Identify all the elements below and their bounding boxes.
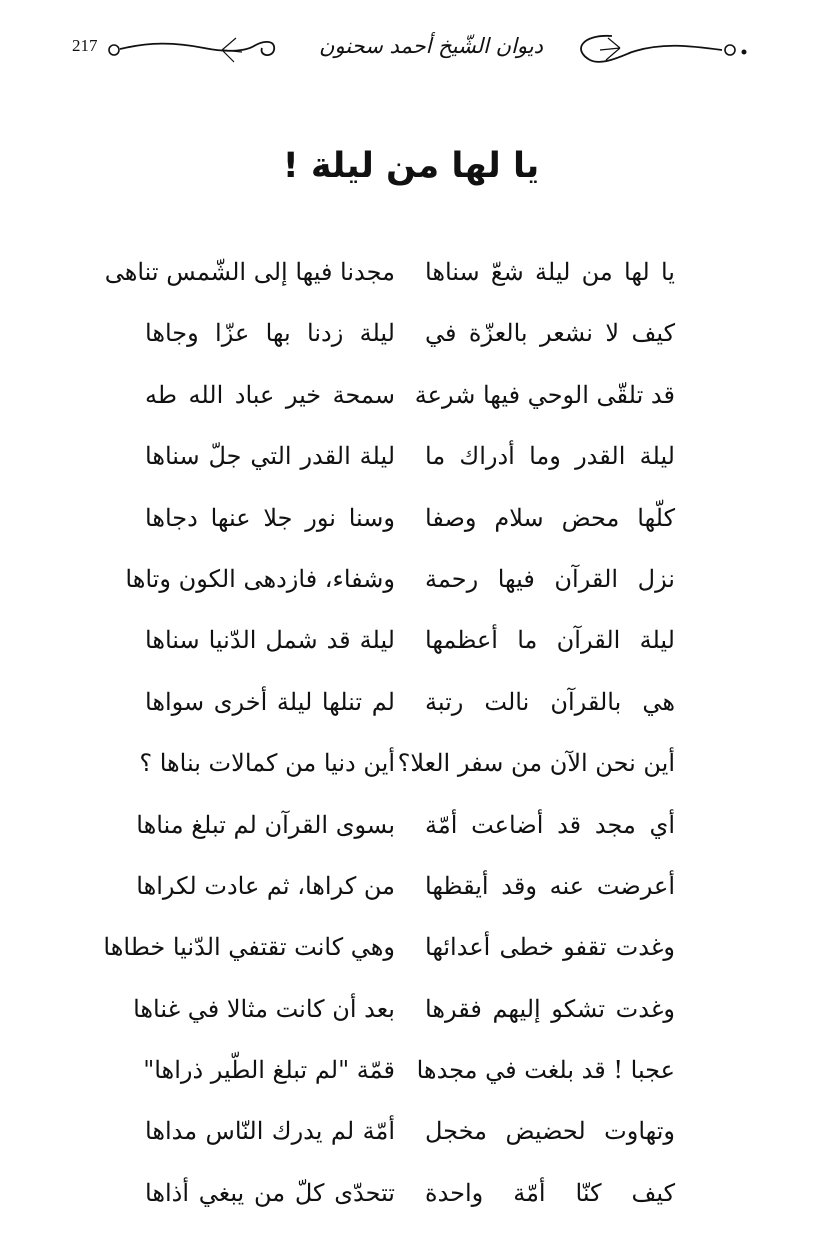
verse-second-hemistich: من كراها، ثم عادت لكراها [136,871,395,900]
verse-first-hemistich: وغدت تقفو خطى أعدائها [425,933,675,962]
verse-second-hemistich: مجدنا فيها إلى الشّمس تناهى [104,258,395,286]
verse-first-hemistich: أي مجد قد أضاعت أمّة [425,810,675,839]
verse-second-hemistich: وسنا نور جلا عنها دجاها [145,503,395,532]
page-number: 217 [72,36,98,55]
verse-second-hemistich: بعد أن كانت مثالا في غناها [133,994,395,1023]
verse-second-hemistich: وشفاء، فازدهى الكون وتاها [125,564,395,593]
verse-second-hemistich: لم تنلها ليلة أخرى سواها [145,687,395,716]
verse-15 [0,1117,822,1178]
poem-body [0,258,822,1240]
verse-first-hemistich: قد تلقّى الوحي فيها شرعة [414,380,675,409]
verse-first-hemistich: كلّها محض سلام وصفا [425,503,675,532]
verse-4 [0,442,822,503]
verse-second-hemistich: ليلة قد شمل الدّنيا سناها [145,626,395,655]
verse-second-hemistich: ليلة زدنا بها عزّا وجاها [145,319,395,348]
verse-first-hemistich: وتهاوت لحضيض مخجل [425,1117,675,1146]
verse-first-hemistich: عجبا ! قد بلغت في مجدها [416,1056,675,1085]
verse-first-hemistich: كيف كنّا أمّة واحدة [425,1178,675,1207]
verse-second-hemistich: أمّة لم يدرك النّاس مداها [145,1117,395,1146]
poem-title: يا لها من ليلة ! [282,146,540,186]
verse-13 [0,995,822,1056]
verse-first-hemistich: أين نحن الآن من سفر العلا؟ [397,749,675,778]
verse-12 [0,933,822,994]
verse-3 [0,381,822,442]
verse-14 [0,1056,822,1117]
verse-2 [0,319,822,380]
verse-16 [0,1179,822,1240]
verse-first-hemistich: ليلة القرآن ما أعظمها [425,626,675,655]
page-header [0,22,822,72]
verse-5 [0,504,822,565]
verse-first-hemistich: ليلة القدر وما أدراك ما [425,442,675,471]
verse-second-hemistich: أين دنيا من كمالات بناها ؟ [139,749,395,778]
verse-second-hemistich: ليلة القدر التي جلّ سناها [145,442,395,471]
verse-first-hemistich: وغدت تشكو إليهم فقرها [425,994,675,1023]
verse-first-hemistich: نزل القرآن فيها رحمة [425,564,675,593]
verse-second-hemistich: وهي كانت تقتفي الدّنيا خطاها [103,933,395,962]
running-head-title: ديوان الشّيخ أحمد سحنون [319,34,543,58]
verse-second-hemistich: قمّة "لم تبلغ الطّير ذراها" [143,1056,395,1085]
verse-first-hemistich: أعرضت عنه وقد أيقظها [425,871,675,900]
verse-6 [0,565,822,626]
verse-second-hemistich: سمحة خير عباد الله طه [145,380,395,409]
verse-8 [0,688,822,749]
verse-11 [0,872,822,933]
verse-first-hemistich: كيف لا نشعر بالعزّة في [425,319,675,348]
verse-second-hemistich: تتحدّى كلّ من يبغي أذاها [145,1178,395,1207]
verse-first-hemistich: هي بالقرآن نالت رتبة [425,687,675,716]
verse-7 [0,626,822,687]
verse-1 [0,258,822,319]
verse-10 [0,811,822,872]
verse-second-hemistich: بسوى القرآن لم تبلغ مناها [136,810,395,839]
verse-9 [0,749,822,810]
verse-first-hemistich: يا لها من ليلة شعّ سناها [425,258,675,286]
left-flourish-ornament-icon [104,28,279,68]
right-flourish-ornament-icon [572,28,752,68]
